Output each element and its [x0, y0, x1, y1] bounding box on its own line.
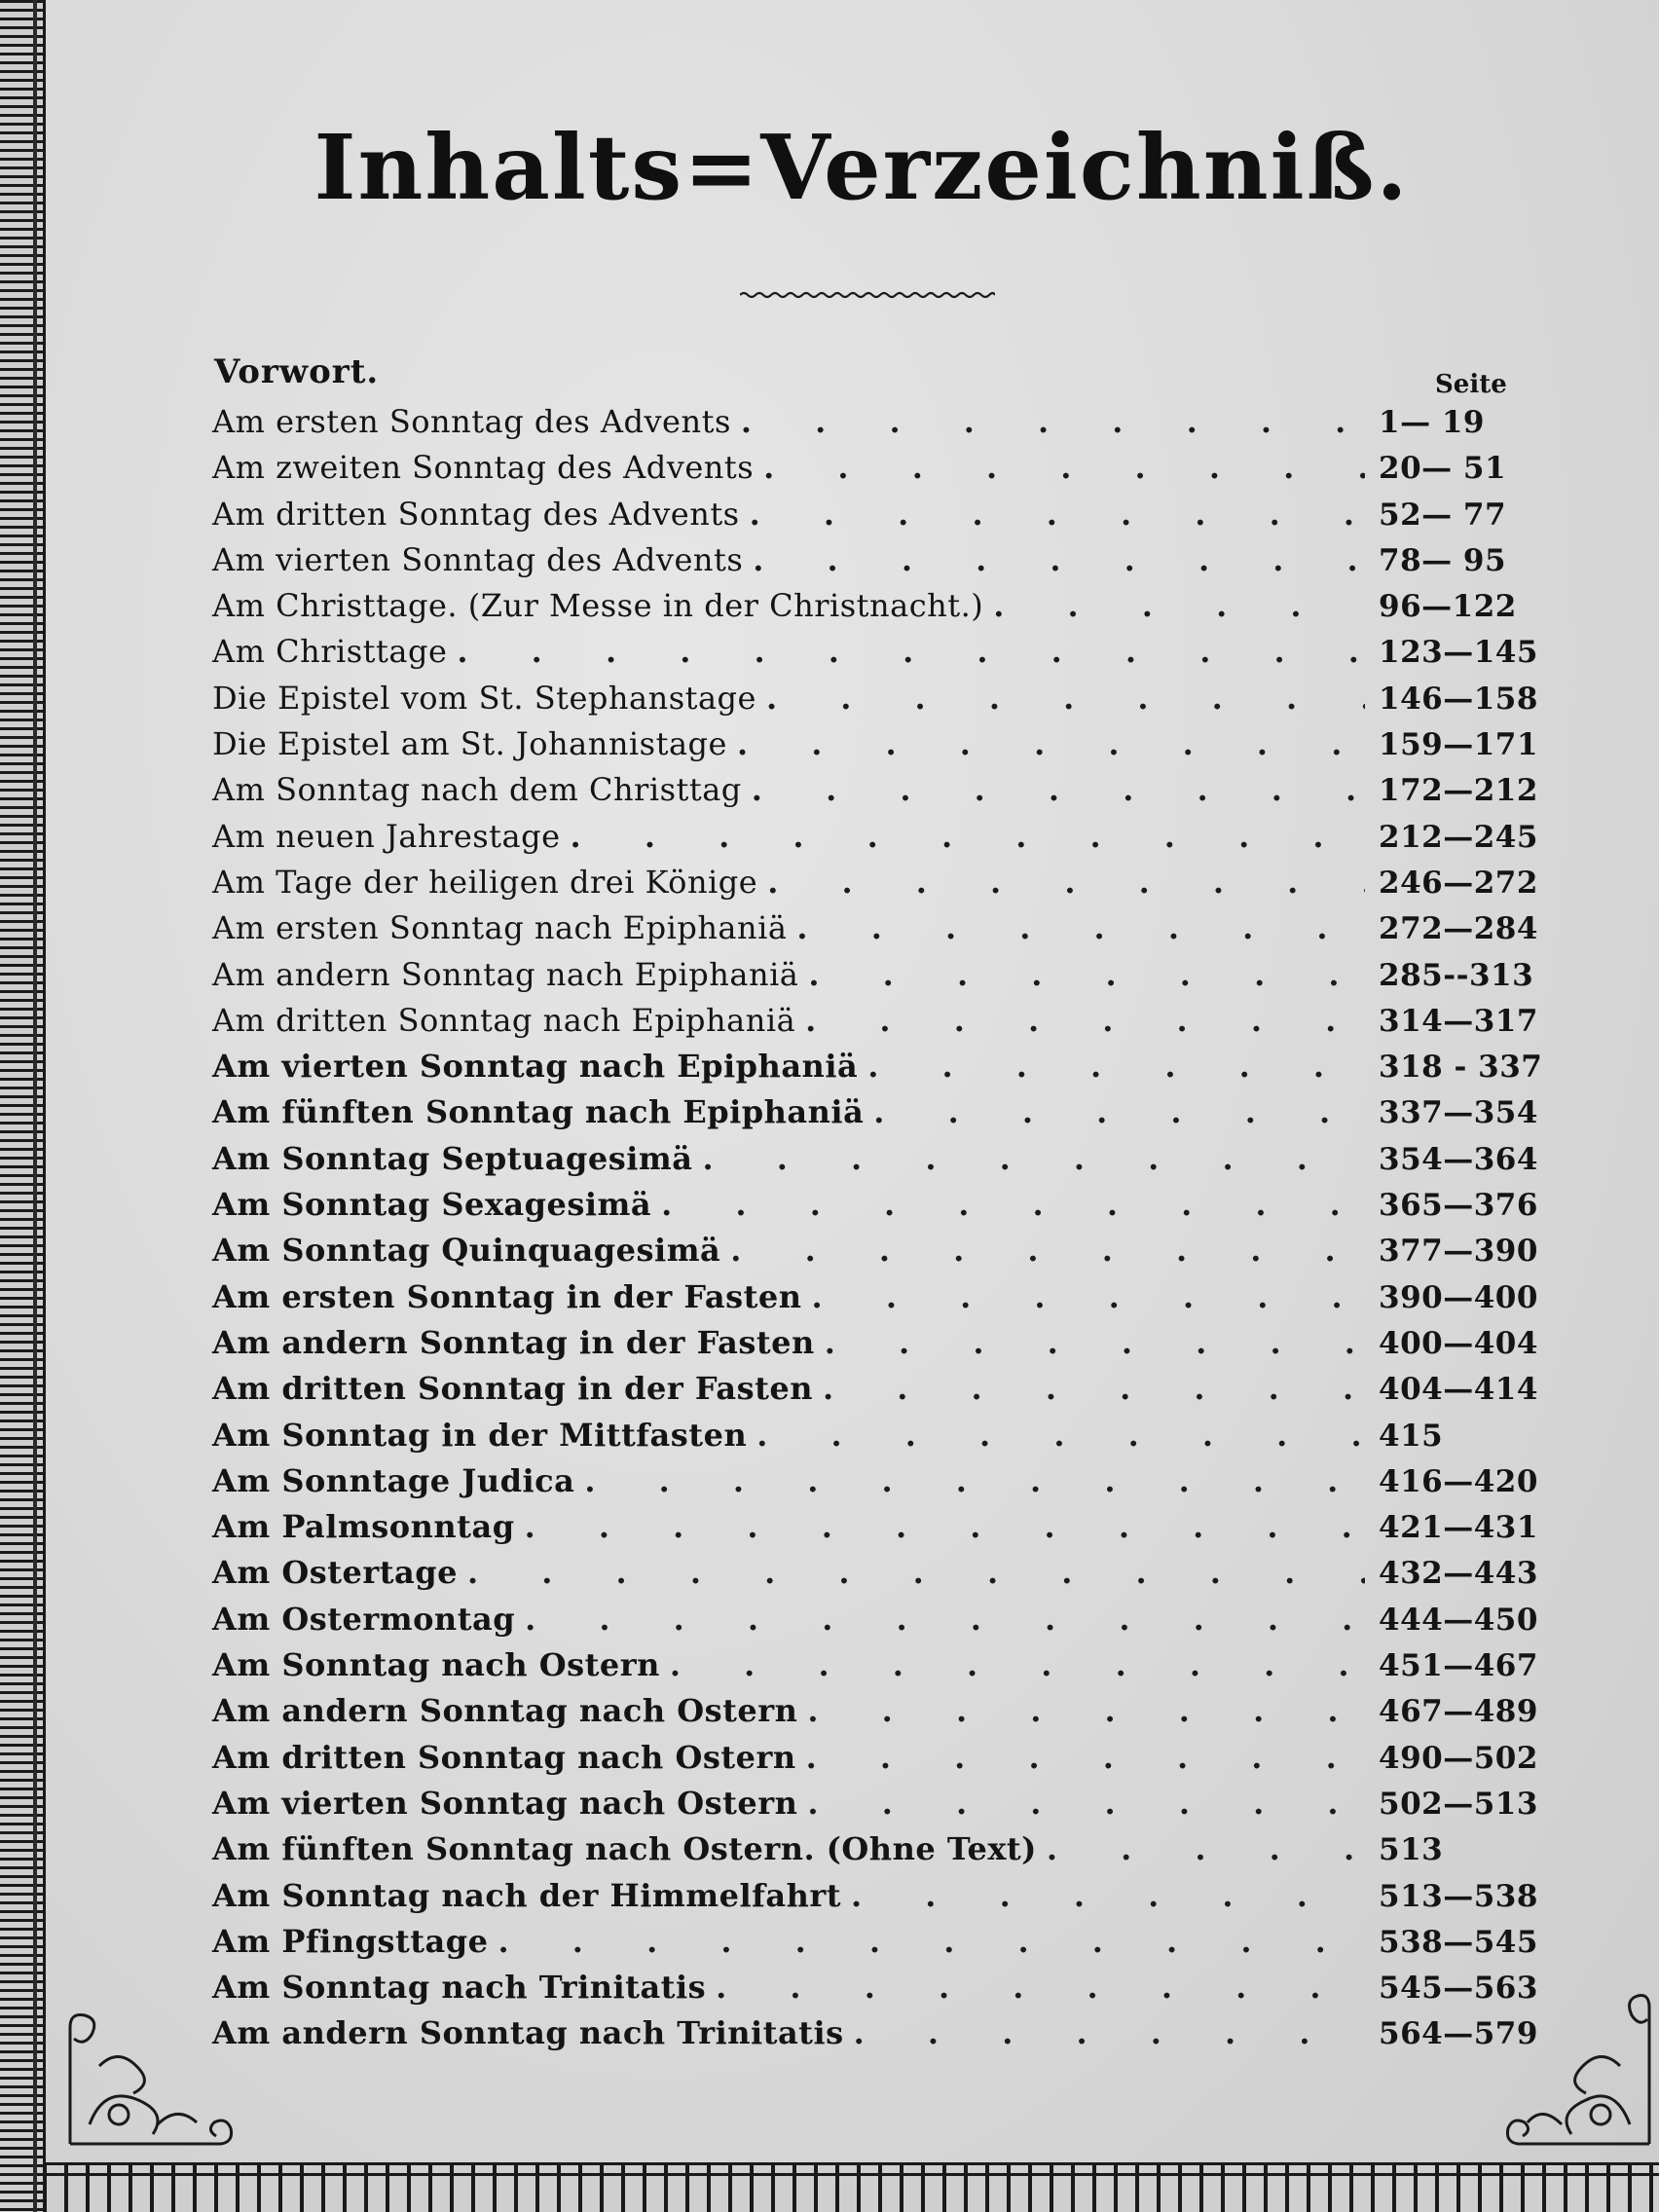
toc-entry-pages: 337—354: [1379, 1095, 1538, 1131]
toc-entry-title: Am Palmsonntag: [212, 1508, 515, 1546]
toc-entry: [212, 1919, 1538, 1965]
dot-leader: [670, 1642, 1365, 1688]
dot-leader: [716, 1965, 1365, 2010]
dot-leader: [737, 721, 1365, 767]
toc-entry: [212, 998, 1538, 1044]
toc-entry-pages: 404—414: [1379, 1372, 1538, 1408]
toc-entry-title: Am Ostermontag: [212, 1600, 516, 1638]
toc-entry: [212, 905, 1538, 951]
toc-entry-title: Am ersten Sonntag in der Fasten: [212, 1277, 802, 1315]
toc-entry: [212, 1366, 1538, 1412]
dot-leader: [806, 1735, 1365, 1781]
toc-entry: [212, 2010, 1538, 2056]
toc-entry: [212, 1044, 1543, 1089]
toc-entry-title: Am Sonntag Quinquagesimä: [212, 1232, 721, 1270]
toc-entry-title: Am Christtage: [212, 633, 448, 671]
toc-entry: [212, 814, 1538, 860]
toc-entry-pages: 400—404: [1379, 1325, 1538, 1361]
toc-entry-title: Am dritten Sonntag in der Fasten: [212, 1370, 813, 1408]
toc-entry-pages: 314—317: [1379, 1003, 1538, 1039]
toc-entry-pages: 285--313: [1379, 957, 1534, 993]
dot-leader: [467, 1550, 1365, 1596]
dot-leader: [750, 492, 1365, 537]
toc-entry: [212, 629, 1538, 675]
dot-leader: [1047, 1826, 1365, 1872]
toc-entry-title: Am Sonntag nach Ostern: [212, 1646, 660, 1684]
toc-entry: [212, 445, 1538, 491]
dot-leader: [741, 399, 1365, 445]
toc-entry-pages: 564—579: [1379, 2016, 1538, 2052]
toc-entry-title: Am andern Sonntag nach Trinitatis: [212, 2014, 844, 2052]
toc-entry: [212, 767, 1538, 813]
toc-entry-pages: 451—467: [1379, 1648, 1538, 1684]
toc-entry: [212, 1228, 1538, 1273]
toc-entry-pages: 432—443: [1379, 1556, 1538, 1592]
toc-entry-title: Am Ostertage: [212, 1554, 458, 1592]
toc-entry: [212, 537, 1538, 583]
dot-leader: [807, 1781, 1365, 1826]
toc-entry-pages: 159—171: [1379, 727, 1538, 763]
toc-entry-pages: 318 - 337: [1379, 1050, 1543, 1086]
dot-leader: [525, 1597, 1365, 1642]
toc-entry: [212, 1458, 1538, 1504]
dot-leader: [661, 1182, 1365, 1228]
toc-entry-pages: 146—158: [1379, 681, 1538, 717]
toc-entry: [212, 1182, 1538, 1228]
toc-entry: [212, 1597, 1538, 1642]
toc-entry-pages: 513—538: [1379, 1878, 1538, 1914]
toc-entry-title: Am Sonntage Judica: [212, 1461, 575, 1499]
dot-leader: [457, 629, 1365, 675]
toc-entry: [212, 1320, 1538, 1366]
toc-entry-title: Am Sonntag Sexagesimä: [212, 1186, 652, 1224]
toc-entry-pages: 415: [1379, 1418, 1444, 1454]
toc-entry: [212, 860, 1538, 905]
dot-leader: [823, 1366, 1365, 1412]
toc-entry-title: Am Tage der heiligen drei Könige: [212, 863, 758, 901]
toc-entry-pages: 123—145: [1379, 635, 1538, 671]
toc-entry: [212, 1688, 1538, 1734]
toc-entry-pages: 78— 95: [1379, 542, 1507, 578]
toc-entry-title: Am Sonntag in der Mittfasten: [212, 1416, 748, 1454]
dot-leader: [525, 1504, 1365, 1550]
dot-leader: [702, 1136, 1365, 1182]
toc-entry: [212, 1965, 1538, 2010]
toc-entry-title: Am ersten Sonntag nach Epiphaniä: [212, 909, 788, 947]
toc-entry: [212, 583, 1538, 629]
toc-entry-pages: 272—284: [1379, 911, 1538, 947]
page-column-label: Seite: [1435, 370, 1507, 399]
toc-entry-pages: 416—420: [1379, 1463, 1538, 1499]
dot-leader: [812, 1274, 1365, 1320]
dot-leader: [993, 583, 1365, 629]
dot-leader: [766, 676, 1365, 721]
dot-leader: [873, 1089, 1365, 1135]
dot-leader: [851, 1873, 1365, 1919]
left-ornamental-border: [0, 0, 46, 2212]
toc-entry-title: Die Epistel vom St. Stephanstage: [212, 679, 756, 717]
dot-leader: [796, 905, 1365, 951]
toc-entry-pages: 212—245: [1379, 819, 1538, 855]
toc-entry-title: Am dritten Sonntag nach Epiphaniä: [212, 1001, 796, 1039]
toc-entry: [212, 1089, 1538, 1135]
dot-leader: [753, 537, 1365, 583]
toc-entry-pages: 20— 51: [1379, 451, 1507, 487]
toc-entry-pages: 545—563: [1379, 1971, 1538, 2007]
toc-entry-title: Am Christtage. (Zur Messe in der Christnacht.): [212, 587, 984, 625]
toc-entry-pages: 513: [1379, 1832, 1444, 1868]
title-divider: [740, 290, 995, 300]
dot-leader: [767, 860, 1365, 905]
toc-entry: [212, 1413, 1538, 1458]
dot-leader: [808, 952, 1365, 998]
toc-entry-title: Am vierten Sonntag nach Epiphaniä: [212, 1048, 859, 1086]
toc-entry-pages: 96—122: [1379, 589, 1517, 625]
toc-entry-pages: 421—431: [1379, 1510, 1538, 1546]
toc-entry-pages: 172—212: [1379, 773, 1538, 809]
toc-entry-title: Am Pfingsttage: [212, 1922, 489, 1960]
toc-entry-title: Am ersten Sonntag des Advents: [212, 403, 731, 440]
toc-entry-pages: 246—272: [1379, 865, 1538, 901]
table-of-contents: [212, 399, 1543, 2057]
toc-entry-title: Am andern Sonntag in der Fasten: [212, 1323, 815, 1361]
dot-leader: [730, 1228, 1365, 1273]
toc-entry-title: Am neuen Jahrestage: [212, 817, 561, 855]
page-title: Inhalts=Verzeichniß.: [313, 115, 1410, 220]
dot-leader: [825, 1320, 1365, 1366]
toc-entry-title: Am Sonntag nach der Himmelfahrt: [212, 1876, 841, 1914]
toc-entry: [212, 492, 1538, 537]
toc-entry-title: Am fünften Sonntag nach Epiphaniä: [212, 1093, 865, 1131]
toc-entry-title: Am andern Sonntag nach Ostern: [212, 1692, 798, 1730]
toc-entry-pages: 490—502: [1379, 1740, 1538, 1776]
toc-entry: [212, 399, 1538, 445]
toc-entry: [212, 1642, 1538, 1688]
toc-entry-pages: 390—400: [1379, 1279, 1538, 1315]
dot-leader: [584, 1458, 1365, 1504]
dot-leader: [571, 814, 1365, 860]
toc-entry: [212, 1735, 1538, 1781]
corner-ornament-left: [60, 2008, 236, 2154]
dot-leader: [867, 1044, 1365, 1089]
toc-entry-title: Am dritten Sonntag des Advents: [212, 495, 740, 533]
toc-entry-pages: 52— 77: [1379, 497, 1507, 533]
dot-leader: [752, 767, 1365, 813]
toc-entry-title: Am vierten Sonntag des Advents: [212, 540, 744, 578]
toc-entry: [212, 1504, 1538, 1550]
toc-entry-title: Am andern Sonntag nach Epiphaniä: [212, 955, 799, 993]
toc-entry: [212, 952, 1538, 998]
dot-leader: [854, 2010, 1365, 2056]
dot-leader: [756, 1413, 1365, 1458]
toc-entry-title: Am Sonntag nach dem Christtag: [212, 771, 742, 809]
toc-entry-pages: 1— 19: [1379, 405, 1486, 440]
toc-entry-title: Am Sonntag Septuagesimä: [212, 1139, 693, 1177]
dot-leader: [805, 998, 1365, 1044]
toc-entry-pages: 467—489: [1379, 1694, 1538, 1730]
toc-entry: [212, 1136, 1538, 1182]
toc-entry-pages: 538—545: [1379, 1924, 1538, 1960]
toc-entry-pages: 502—513: [1379, 1786, 1538, 1822]
toc-entry-pages: 354—364: [1379, 1141, 1538, 1177]
toc-entry: [212, 1826, 1538, 1872]
toc-entry-title: Am fünften Sonntag nach Ostern. (Ohne Text): [212, 1830, 1037, 1868]
toc-entry: [212, 1274, 1538, 1320]
toc-entry-title: Am dritten Sonntag nach Ostern: [212, 1738, 796, 1776]
toc-entry-pages: 444—450: [1379, 1602, 1538, 1638]
toc-entry-pages: 377—390: [1379, 1234, 1538, 1270]
dot-leader: [763, 445, 1365, 491]
toc-entry-title: Die Epistel am St. Johannistage: [212, 725, 727, 763]
dot-leader: [498, 1919, 1366, 1965]
preface-entry: Vorwort.: [214, 352, 380, 391]
toc-entry-title: Am zweiten Sonntag des Advents: [212, 449, 755, 487]
bottom-ornamental-border: [43, 2162, 1659, 2212]
toc-entry-title: Am Sonntag nach Trinitatis: [212, 1969, 707, 2007]
toc-entry: [212, 1873, 1538, 1919]
toc-entry: [212, 721, 1538, 767]
dot-leader: [807, 1688, 1365, 1734]
toc-entry-pages: 365—376: [1379, 1188, 1538, 1224]
toc-entry: [212, 676, 1538, 721]
toc-entry: [212, 1781, 1538, 1826]
toc-entry: [212, 1550, 1538, 1596]
corner-ornament-right: [1503, 1988, 1659, 2154]
toc-entry-title: Am vierten Sonntag nach Ostern: [212, 1784, 798, 1822]
